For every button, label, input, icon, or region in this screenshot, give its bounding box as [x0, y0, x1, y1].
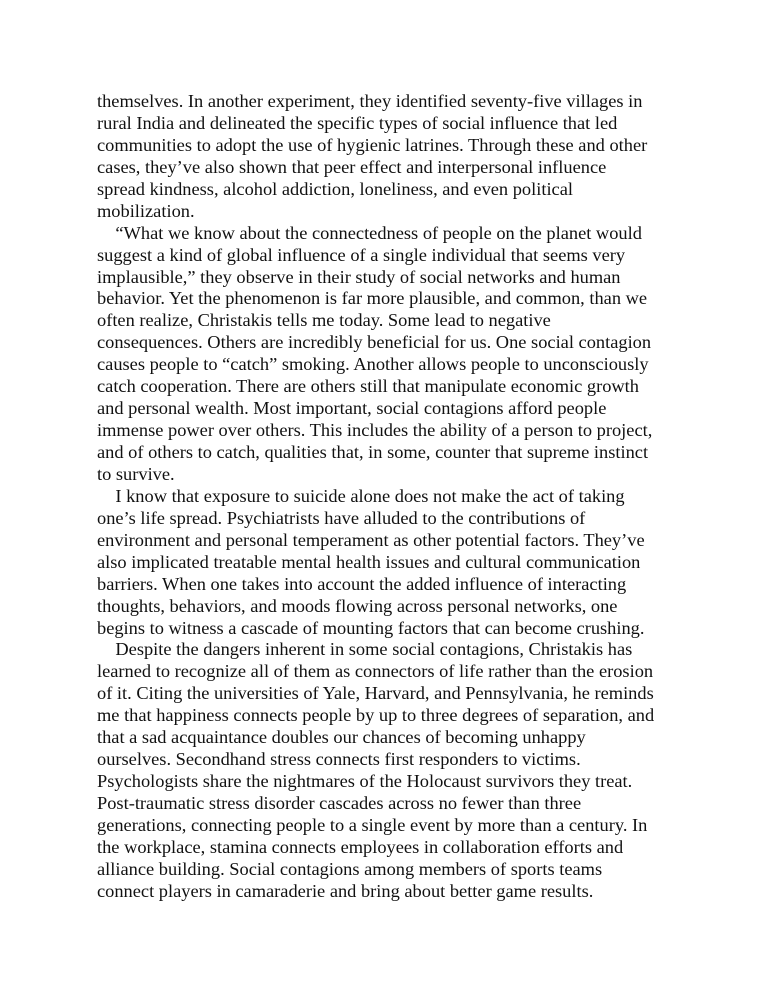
text-line: cases, they’ve also shown that peer effect and interpersonal influence	[97, 156, 607, 177]
text-line: alliance building. Social contagions among members of sports teams	[97, 858, 603, 879]
text-line: Despite the dangers inherent in some social contagions, Christakis has	[97, 639, 633, 660]
text-line: of it. Citing the universities of Yale, Harvard, and Pennsylvania, he reminds	[97, 683, 654, 704]
text-line: me that happiness connects people by up to three degrees of separation, and	[97, 705, 655, 726]
page-body	[97, 91, 677, 903]
text-line: mobilization.	[97, 200, 195, 221]
text-line: immense power over others. This includes the ability of a person to project,	[97, 420, 653, 441]
text-line: thoughts, behaviors, and moods flowing across personal networks, one	[97, 595, 618, 616]
text-line: suggest a kind of global influence of a single individual that seems very	[97, 244, 626, 265]
text-line: learned to recognize all of them as connectors of life rather than the erosion	[97, 661, 654, 682]
text-line: “What we know about the connectedness of people on the planet would	[97, 222, 642, 243]
text-line: consequences. Others are incredibly beneficial for us. One social contagion	[97, 332, 652, 353]
text-line: environment and personal temperament as other potential factors. They’ve	[97, 529, 645, 550]
text-line: barriers. When one takes into account the added influence of interacting	[97, 573, 627, 594]
text-line: causes people to “catch” smoking. Another allows people to unconsciously	[97, 354, 649, 375]
text-line: Post-traumatic stress disorder cascades across no fewer than three	[97, 793, 582, 813]
text-line: ourselves. Secondhand stress connects first responders to victims.	[97, 749, 581, 770]
text-line: rural India and delineated the specific types of social influence that led	[97, 112, 618, 133]
text-line: and of others to catch, qualities that, in some, counter that supreme instinct	[97, 442, 649, 462]
text-line: and personal wealth. Most important, social contagions afford people	[97, 398, 607, 419]
text-line: the workplace, stamina connects employees in collaboration efforts and	[97, 836, 624, 857]
text-line: begins to witness a cascade of mounting factors that can become crushing.	[97, 617, 645, 638]
text-line: behavior. Yet the phenomenon is far more plausible, and common, than we	[97, 288, 648, 309]
text-line: implausible,” they observe in their study of social networks and human	[97, 266, 621, 287]
text-line: spread kindness, alcohol addiction, loneliness, and even political	[97, 178, 573, 199]
text-line: that a sad acquaintance doubles our chances of becoming unhappy	[97, 727, 586, 748]
text-line: catch cooperation. There are others still that manipulate economic growth	[97, 376, 639, 397]
text-line: connect players in camaraderie and bring about better game results.	[97, 880, 594, 901]
text-line: communities to adopt the use of hygienic latrines. Through these and other	[97, 134, 648, 155]
text-line: Psychologists share the nightmares of the Holocaust survivors they treat.	[97, 771, 633, 792]
text-line: also implicated treatable mental health issues and cultural communication	[97, 551, 641, 572]
text-line: one’s life spread. Psychiatrists have alluded to the contributions of	[97, 507, 586, 528]
text-line: generations, connecting people to a single event by more than a century. In	[97, 814, 648, 835]
text-line: to survive.	[97, 463, 175, 484]
text-line: often realize, Christakis tells me today. Some lead to negative	[97, 310, 551, 331]
text-line: themselves. In another experiment, they identified seventy-five villages in	[97, 91, 643, 111]
text-line: I know that exposure to suicide alone does not make the act of taking	[97, 485, 625, 506]
